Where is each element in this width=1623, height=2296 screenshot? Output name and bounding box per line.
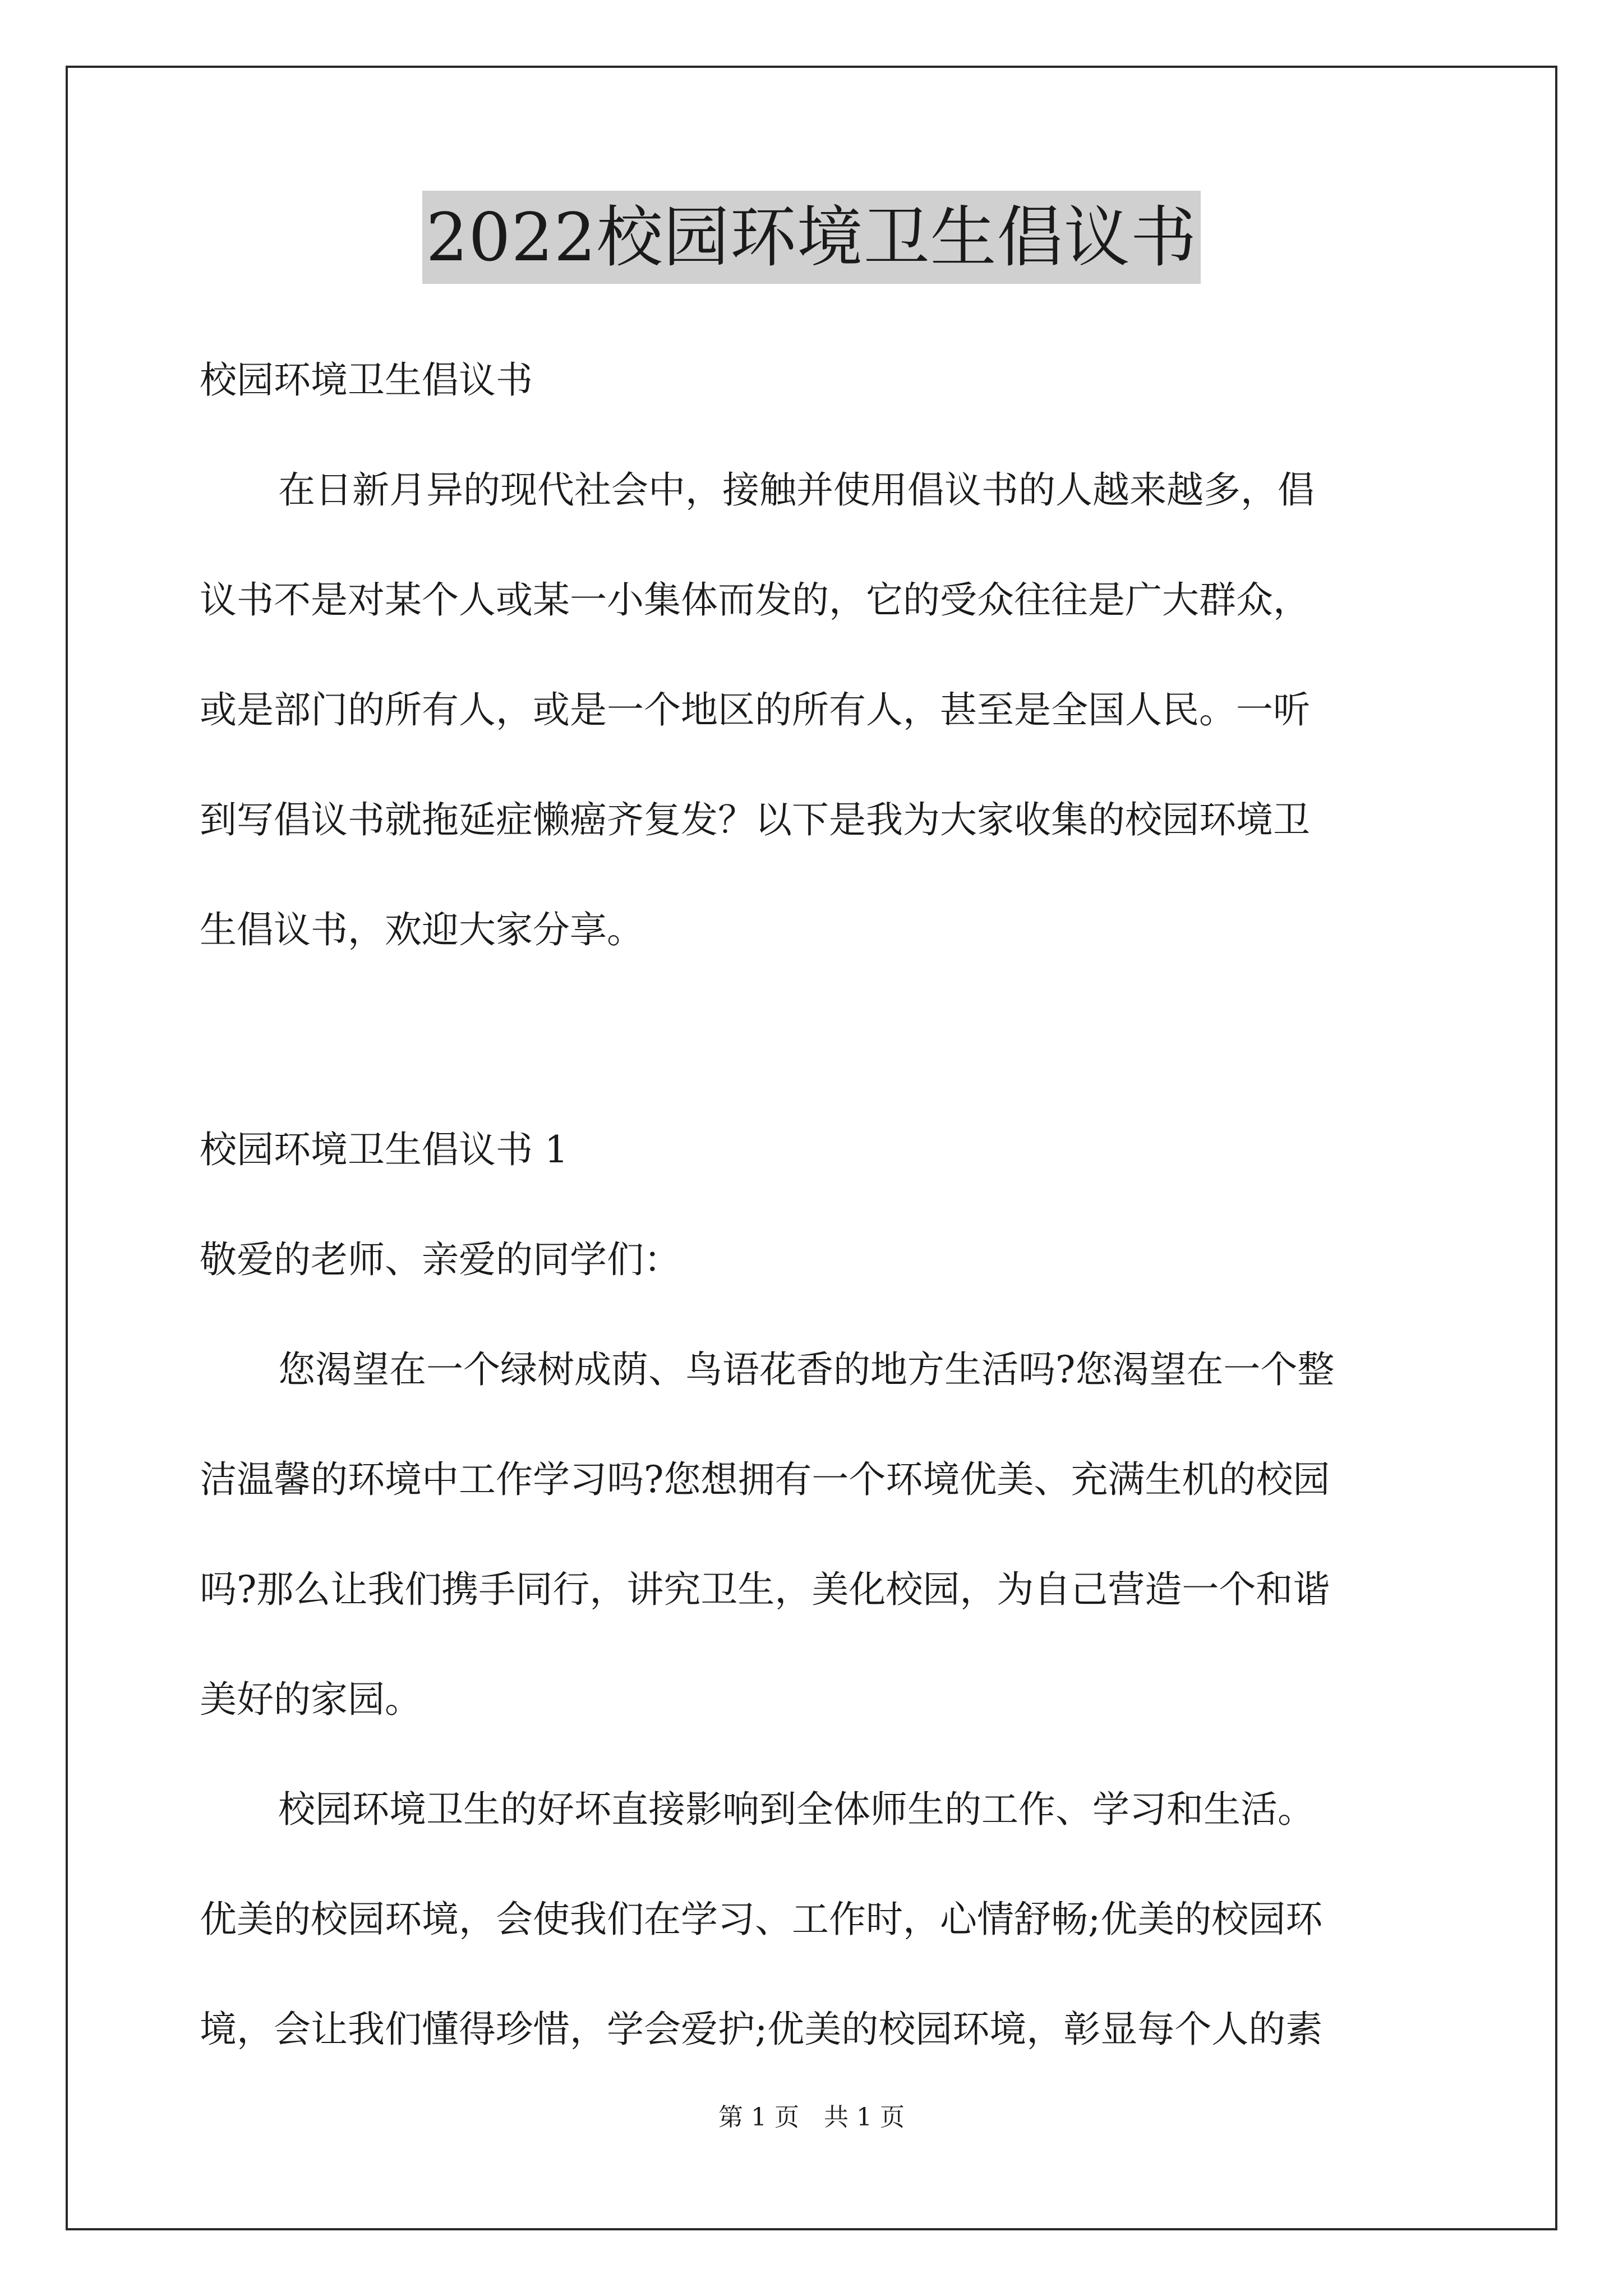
title-container — [0, 191, 1623, 284]
salutation: 敬爱的老师、亲爱的同学们： — [200, 1238, 681, 1281]
body-paragraph-line: 美好的家园。 — [200, 1678, 422, 1721]
paragraph-gap — [200, 985, 1433, 1095]
document-body — [200, 325, 1433, 2085]
intro-paragraph-line: 到写倡议书就拖延症懒癌齐复发？以下是我为大家收集的校园环境卫 — [200, 798, 1310, 841]
section-heading: 校园环境卫生倡议书 1 — [200, 1128, 568, 1171]
body-paragraph-line: 您渴望在一个绿树成荫、鸟语花香的地方生活吗?您渴望在一个整 — [278, 1348, 1335, 1391]
body-paragraph-line: 洁温馨的环境中工作学习吗?您想拥有一个环境优美、充满生机的校园 — [200, 1458, 1330, 1501]
body-paragraph-line: 校园环境卫生的好坏直接影响到全体师生的工作、学习和生活。 — [278, 1788, 1315, 1831]
document-title: 2022校园环境卫生倡议书 — [422, 191, 1200, 284]
page-footer: 第 1 页 共 1 页 — [718, 2103, 905, 2132]
body-paragraph-line: 境，会让我们懂得珍惜，学会爱护;优美的校园环境，彰显每个人的素 — [200, 2008, 1323, 2051]
section-heading: 校园环境卫生倡议书 — [200, 358, 533, 402]
intro-paragraph-line: 在日新月异的现代社会中，接触并使用倡议书的人越来越多，倡 — [278, 468, 1315, 512]
intro-paragraph-line: 生倡议书，欢迎大家分享。 — [200, 908, 644, 951]
intro-paragraph-line: 或是部门的所有人，或是一个地区的所有人，甚至是全国人民。一听 — [200, 688, 1310, 731]
body-paragraph-line: 优美的校园环境，会使我们在学习、工作时，心情舒畅;优美的校园环 — [200, 1898, 1323, 1941]
intro-paragraph-line: 议书不是对某个人或某一小集体而发的，它的受众往往是广大群众， — [200, 578, 1310, 622]
body-paragraph-line: 吗?那么让我们携手同行，讲究卫生，美化校园，为自己营造一个和谐 — [200, 1568, 1330, 1611]
